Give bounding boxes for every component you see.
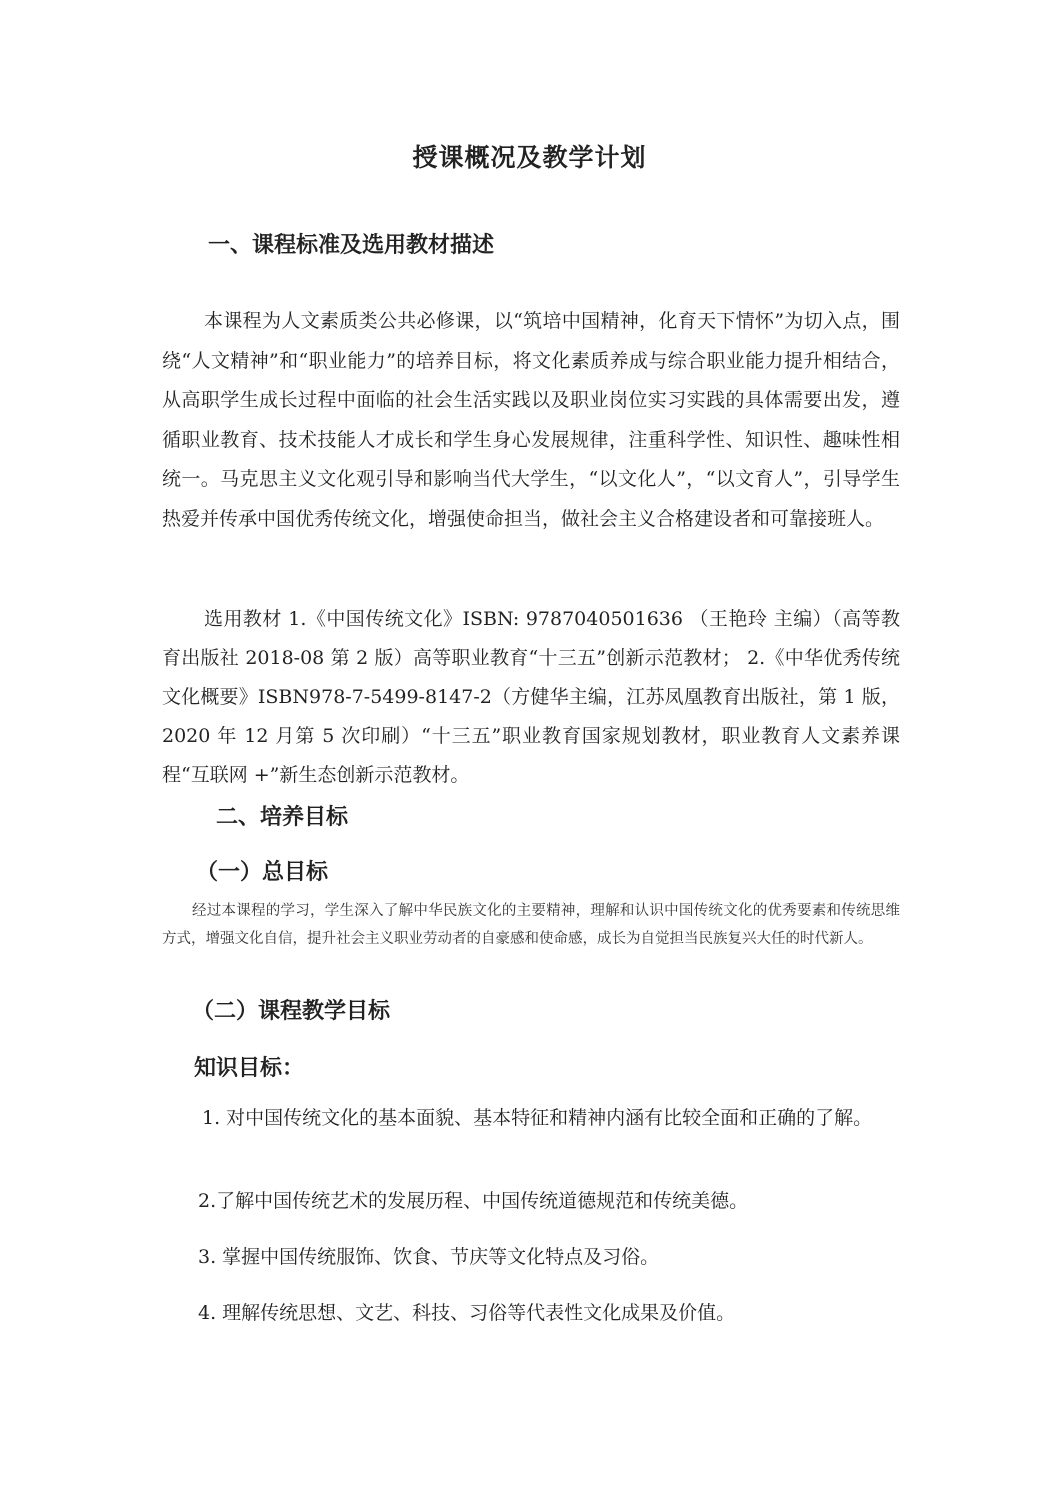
section-1-heading: 一、课程标准及选用教材描述 [208, 232, 495, 258]
section-2-heading: 二、培养目标 [216, 804, 349, 830]
knowledge-goal-item-1: 1. 对中国传统文化的基本面貌、基本特征和精神内涵有比较全面和正确的了解。 [202, 1107, 873, 1129]
knowledge-goal-item-4: 4. 理解传统思想、文艺、科技、习俗等代表性文化成果及价值。 [198, 1302, 736, 1324]
teaching-goal-heading: （二）课程教学目标 [192, 998, 391, 1024]
page-title: 授课概况及教学计划 [412, 143, 647, 172]
course-description-paragraph: 本课程为人文素质类公共必修课，以“筑培中国精神，化育天下情怀”为切入点，围绕“人文精神”和“职业能力”的培养目标，将文化素质养成与综合职业能力提升相结合，从高职学生成长过程中面临的社会生活实践以及职业岗位实习实践的具体需要出发，遵循职业教育、技术技能人才成长和学生身心发展规律，注重科学性、知识性、趣味性相统一。马克思主义文化观引导和影响当代大学生，“以文化人”，“以文育人”，引导学生热爱并传承中国优秀传统文化，增强使命担当，做社会主义合格建设者和可靠接班人。 [162, 310, 900, 530]
knowledge-goal-item-3: 3. 掌握中国传统服饰、饮食、节庆等文化特点及习俗。 [198, 1246, 660, 1268]
knowledge-goal-item-2: 2.了解中国传统艺术的发展历程、中国传统道德规范和传统美德。 [198, 1190, 749, 1212]
knowledge-goal-heading: 知识目标： [194, 1055, 305, 1081]
overall-goal-heading: （一）总目标 [196, 859, 329, 885]
textbooks-paragraph: 选用教材 1.《中国传统文化》ISBN: 9787040501636 （王艳玲 主编）（高等教育出版社 2018-08 第 2 版）高等职业教育“十三五”创新示范教材； 2.《中华优秀传统文化概要》ISBN978-7-5499-8147-2（方健华主编，江苏凤凰教育出版社，第 1 版，2020 年 12 月第 5 次印刷）“十三五”职业教育国家规划教材，职业教育人文素养课程“互联网 +”新生态创新示范教材。 [162, 608, 900, 786]
overall-goal-text: 经过本课程的学习，学生深入了解中华民族文化的主要精神，理解和认识中国传统文化的优秀要素和传统思维方式，增强文化自信，提升社会主义职业劳动者的自豪感和使命感，成长为自觉担当民族复兴大任的时代新人。 [162, 903, 900, 947]
